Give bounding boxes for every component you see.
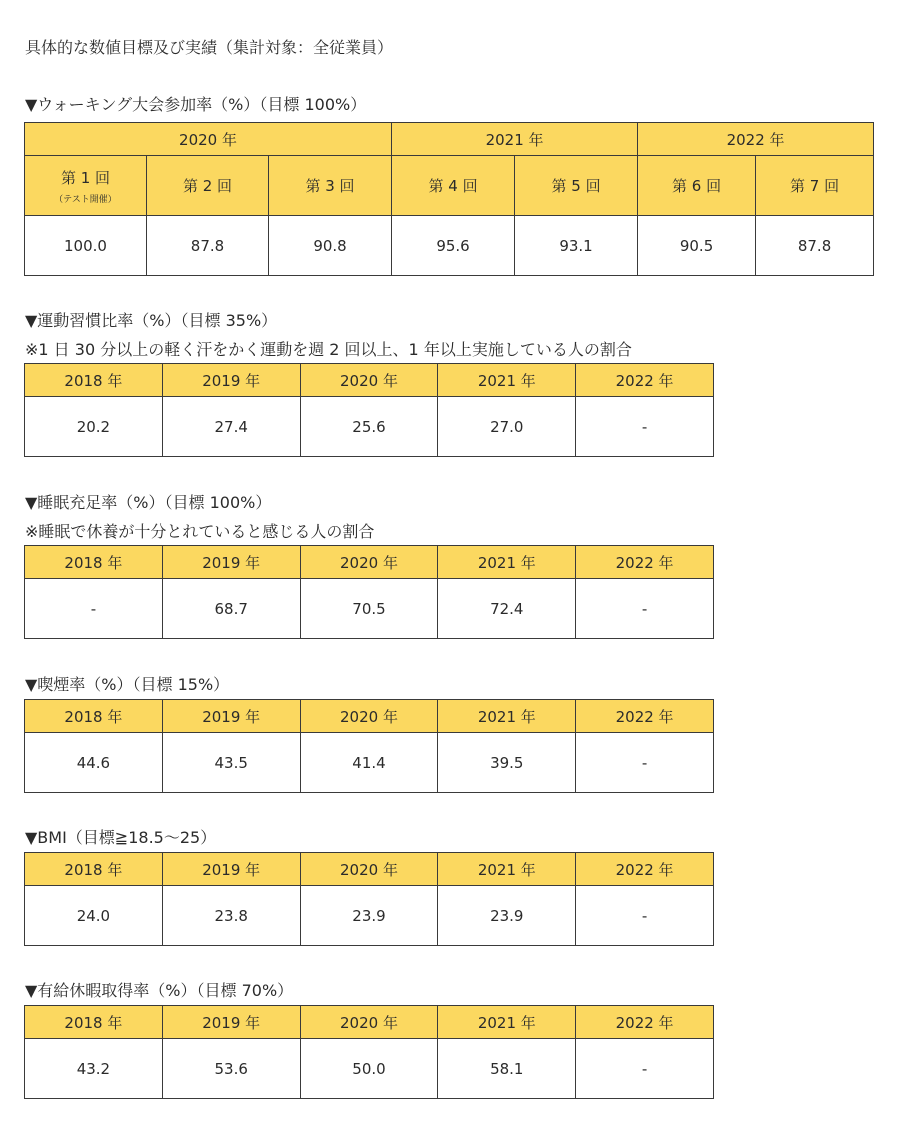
value-cell: - xyxy=(576,733,714,793)
round-header: 第 2 回 xyxy=(147,156,269,216)
sleep-table xyxy=(24,545,714,639)
year-header: 2020 年 xyxy=(300,700,438,733)
value-cell: 93.1 xyxy=(515,216,638,276)
walking-table xyxy=(24,122,874,276)
year-header: 2019 年 xyxy=(162,853,300,886)
round-header: 第 3 回 xyxy=(269,156,392,216)
value-cell: 90.5 xyxy=(638,216,756,276)
value-cell: 44.6 xyxy=(25,733,163,793)
exercise-section-title: ▼運動習慣比率（%）（目標 35%） xyxy=(25,311,278,330)
exercise-section-note: ※1 日 30 分以上の軽く汗をかく運動を週 2 回以上、1 年以上実施している人の割合 xyxy=(25,340,632,359)
year-header: 2022 年 xyxy=(576,853,714,886)
value-cell: - xyxy=(576,579,714,639)
year-header: 2019 年 xyxy=(162,1006,300,1039)
year-group-header: 2021 年 xyxy=(392,123,638,156)
year-header: 2022 年 xyxy=(576,700,714,733)
year-header: 2018 年 xyxy=(25,853,163,886)
year-header: 2019 年 xyxy=(162,364,300,397)
smoking-section-title: ▼喫煙率（%）（目標 15%） xyxy=(25,675,230,694)
year-header: 2021 年 xyxy=(438,700,576,733)
bmi-section-title: ▼BMI（目標≧18.5～25） xyxy=(25,828,217,847)
value-cell: 68.7 xyxy=(162,579,300,639)
round-header: 第 5 回 xyxy=(515,156,638,216)
year-header: 2022 年 xyxy=(576,1006,714,1039)
round-header: 第 4 回 xyxy=(392,156,515,216)
value-cell: 70.5 xyxy=(300,579,438,639)
round-header xyxy=(25,156,147,216)
year-group-header: 2020 年 xyxy=(25,123,392,156)
value-cell: 53.6 xyxy=(162,1039,300,1099)
value-cell: 23.8 xyxy=(162,886,300,946)
round-header: 第 6 回 xyxy=(638,156,756,216)
value-cell: - xyxy=(25,579,163,639)
value-cell: 95.6 xyxy=(392,216,515,276)
year-header: 2020 年 xyxy=(300,1006,438,1039)
round-label: 第 1 回 xyxy=(60,168,111,187)
value-cell: 87.8 xyxy=(147,216,269,276)
year-header: 2018 年 xyxy=(25,364,163,397)
value-cell: 43.2 xyxy=(25,1039,163,1099)
value-cell: 23.9 xyxy=(300,886,438,946)
year-header: 2018 年 xyxy=(25,546,163,579)
value-cell: 87.8 xyxy=(756,216,874,276)
year-header: 2021 年 xyxy=(438,1006,576,1039)
value-cell: - xyxy=(576,886,714,946)
year-header: 2022 年 xyxy=(576,364,714,397)
value-cell: 24.0 xyxy=(25,886,163,946)
value-cell: 72.4 xyxy=(438,579,576,639)
page-title: 具体的な数値目標及び実績（集計対象：全従業員） xyxy=(25,38,394,57)
year-header: 2019 年 xyxy=(162,546,300,579)
value-cell: 39.5 xyxy=(438,733,576,793)
year-header: 2022 年 xyxy=(576,546,714,579)
year-header: 2021 年 xyxy=(438,364,576,397)
value-cell: 90.8 xyxy=(269,216,392,276)
leave-table xyxy=(24,1005,714,1099)
year-header: 2020 年 xyxy=(300,853,438,886)
value-cell: - xyxy=(576,1039,714,1099)
year-group-header: 2022 年 xyxy=(638,123,874,156)
value-cell: 20.2 xyxy=(25,397,163,457)
year-header: 2019 年 xyxy=(162,700,300,733)
year-header: 2018 年 xyxy=(25,1006,163,1039)
sleep-section-title: ▼睡眠充足率（%）（目標 100%） xyxy=(25,493,272,512)
round-header: 第 7 回 xyxy=(756,156,874,216)
value-cell: 27.0 xyxy=(438,397,576,457)
value-cell: 50.0 xyxy=(300,1039,438,1099)
value-cell: 58.1 xyxy=(438,1039,576,1099)
round-sublabel: （テスト開催） xyxy=(54,194,117,205)
walking-section-title: ▼ウォーキング大会参加率（%）（目標 100%） xyxy=(25,95,367,114)
bmi-table xyxy=(24,852,714,946)
leave-section-title: ▼有給休暇取得率（%）（目標 70%） xyxy=(25,981,294,1000)
value-cell: - xyxy=(576,397,714,457)
year-header: 2021 年 xyxy=(438,853,576,886)
value-cell: 23.9 xyxy=(438,886,576,946)
exercise-table xyxy=(24,363,714,457)
year-header: 2018 年 xyxy=(25,700,163,733)
smoking-table xyxy=(24,699,714,793)
year-header: 2021 年 xyxy=(438,546,576,579)
sleep-section-note: ※睡眠で休養が十分とれていると感じる人の割合 xyxy=(25,522,375,541)
value-cell: 41.4 xyxy=(300,733,438,793)
value-cell: 100.0 xyxy=(25,216,147,276)
value-cell: 27.4 xyxy=(162,397,300,457)
year-header: 2020 年 xyxy=(300,364,438,397)
year-header: 2020 年 xyxy=(300,546,438,579)
value-cell: 43.5 xyxy=(162,733,300,793)
value-cell: 25.6 xyxy=(300,397,438,457)
